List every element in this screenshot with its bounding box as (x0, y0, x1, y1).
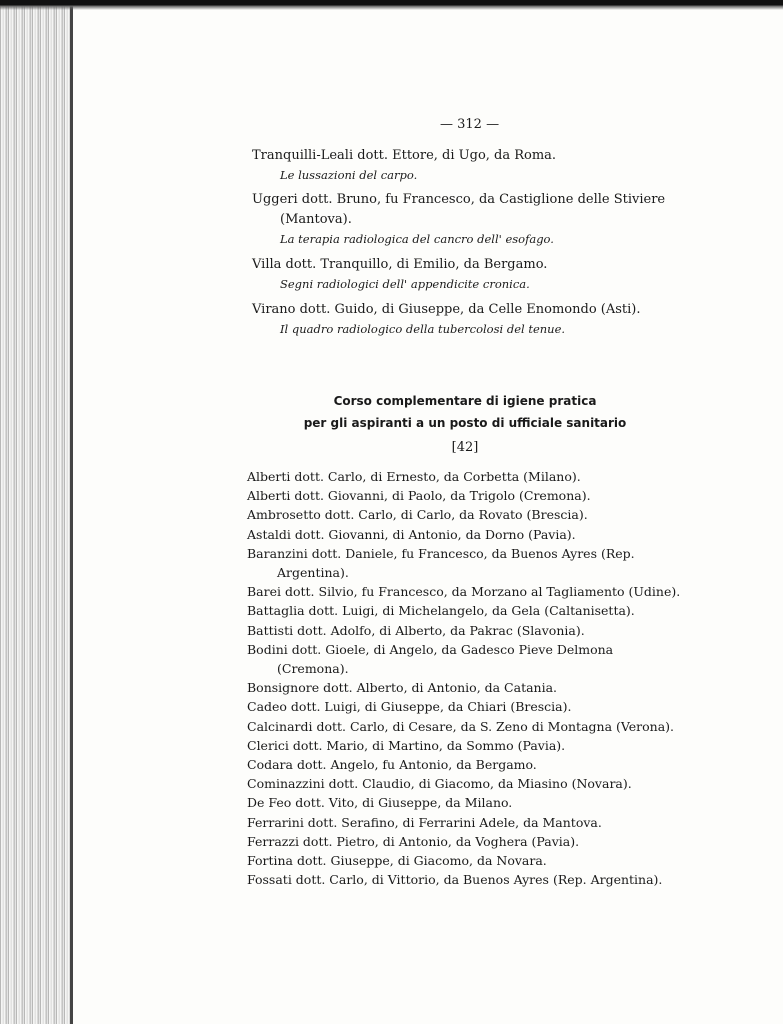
thesis-entry (252, 190, 697, 248)
entry-title: Le lussazioni del carpo. (280, 168, 418, 182)
list-item: Baranzini dott. Daniele, fu Francesco, da Buenos Ayres (Rep. Argentina). (247, 545, 635, 581)
list-item: Barei dott. Silvio, fu Francesco, da Morzano al Tagliamento (Udine). (247, 584, 681, 600)
list-item: De Feo dott. Vito, di Giuseppe, da Milano. (247, 795, 513, 811)
entry-name: Villa dott. Tranquillo, di Emilio, da Bergamo. (252, 257, 548, 272)
entry-title: La terapia radiologica del cancro dell' esofago. (280, 232, 554, 246)
list-item: Bonsignore dott. Alberto, di Antonio, da Catania. (247, 680, 558, 696)
section-subheading: per gli aspiranti a un posto di ufficiale sanitario (303, 416, 627, 430)
entry-name: Virano dott. Guido, di Giuseppe, da Celle Enomondo (Asti). (252, 302, 641, 317)
student-list (247, 467, 687, 889)
list-item: Astaldi dott. Giovanni, di Antonio, da Dorno (Pavia). (247, 526, 576, 542)
list-item: Ferrarini dott. Serafino, di Ferrarini Adele, da Mantova. (247, 814, 602, 830)
list-item: Alberti dott. Carlo, di Ernesto, da Corbetta (Milano). (247, 469, 581, 484)
entry-title: Segni radiologici dell' appendicite cronica. (280, 277, 530, 291)
page-number: — 312 — (440, 117, 500, 132)
entry-name: Tranquilli-Leali dott. Ettore, di Ugo, da Roma. (252, 148, 557, 163)
list-item: Fossati dott. Carlo, di Vittorio, da Buenos Ayres (Rep. Argentina). (247, 872, 663, 888)
list-item: Clerici dott. Mario, di Martino, da Sommo (Pavia). (247, 737, 566, 753)
page-top-edge (0, 0, 783, 10)
list-item: Alberti dott. Giovanni, di Paolo, da Trigolo (Cremona). (247, 488, 591, 504)
entry-title: Il quadro radiologico della tubercolosi del tenue. (280, 322, 566, 336)
thesis-entry (252, 146, 697, 184)
entry-name: Uggeri dott. Bruno, fu Francesco, da Castiglione delle Stiviere (Mantova). (252, 192, 666, 227)
page-gutter-line (70, 0, 73, 1024)
list-item: Ferrazzi dott. Pietro, di Antonio, da Voghera (Pavia). (247, 833, 580, 849)
list-item: Cadeo dott. Luigi, di Giuseppe, da Chiari (Brescia). (247, 699, 572, 715)
list-item: Calcinardi dott. Carlo, di Cesare, da S. Zeno di Montagna (Verona). (247, 718, 675, 734)
list-item: Bodini dott. Gioele, di Angelo, da Gadesco Pieve Delmona (Cremona). (247, 641, 614, 677)
list-item: Battaglia dott. Luigi, di Michelangelo, da Gela (Caltanisetta). (247, 603, 635, 619)
book-binding-edge (0, 0, 72, 1024)
student-count: [42] (451, 440, 479, 455)
list-item: Ambrosetto dott. Carlo, di Carlo, da Rovato (Brescia). (247, 507, 588, 523)
list-item: Cominazzini dott. Claudio, di Giacomo, da Miasino (Novara). (247, 776, 632, 792)
list-item: Fortina dott. Giuseppe, di Giacomo, da Novara. (247, 853, 547, 869)
thesis-entry (252, 300, 697, 338)
thesis-entry (252, 255, 697, 293)
list-item: Codara dott. Angelo, fu Antonio, da Bergamo. (247, 757, 537, 773)
list-item: Battisti dott. Adolfo, di Alberto, da Pakrac (Slavonia). (247, 622, 585, 638)
section-heading: Corso complementare di igiene pratica (333, 394, 597, 408)
